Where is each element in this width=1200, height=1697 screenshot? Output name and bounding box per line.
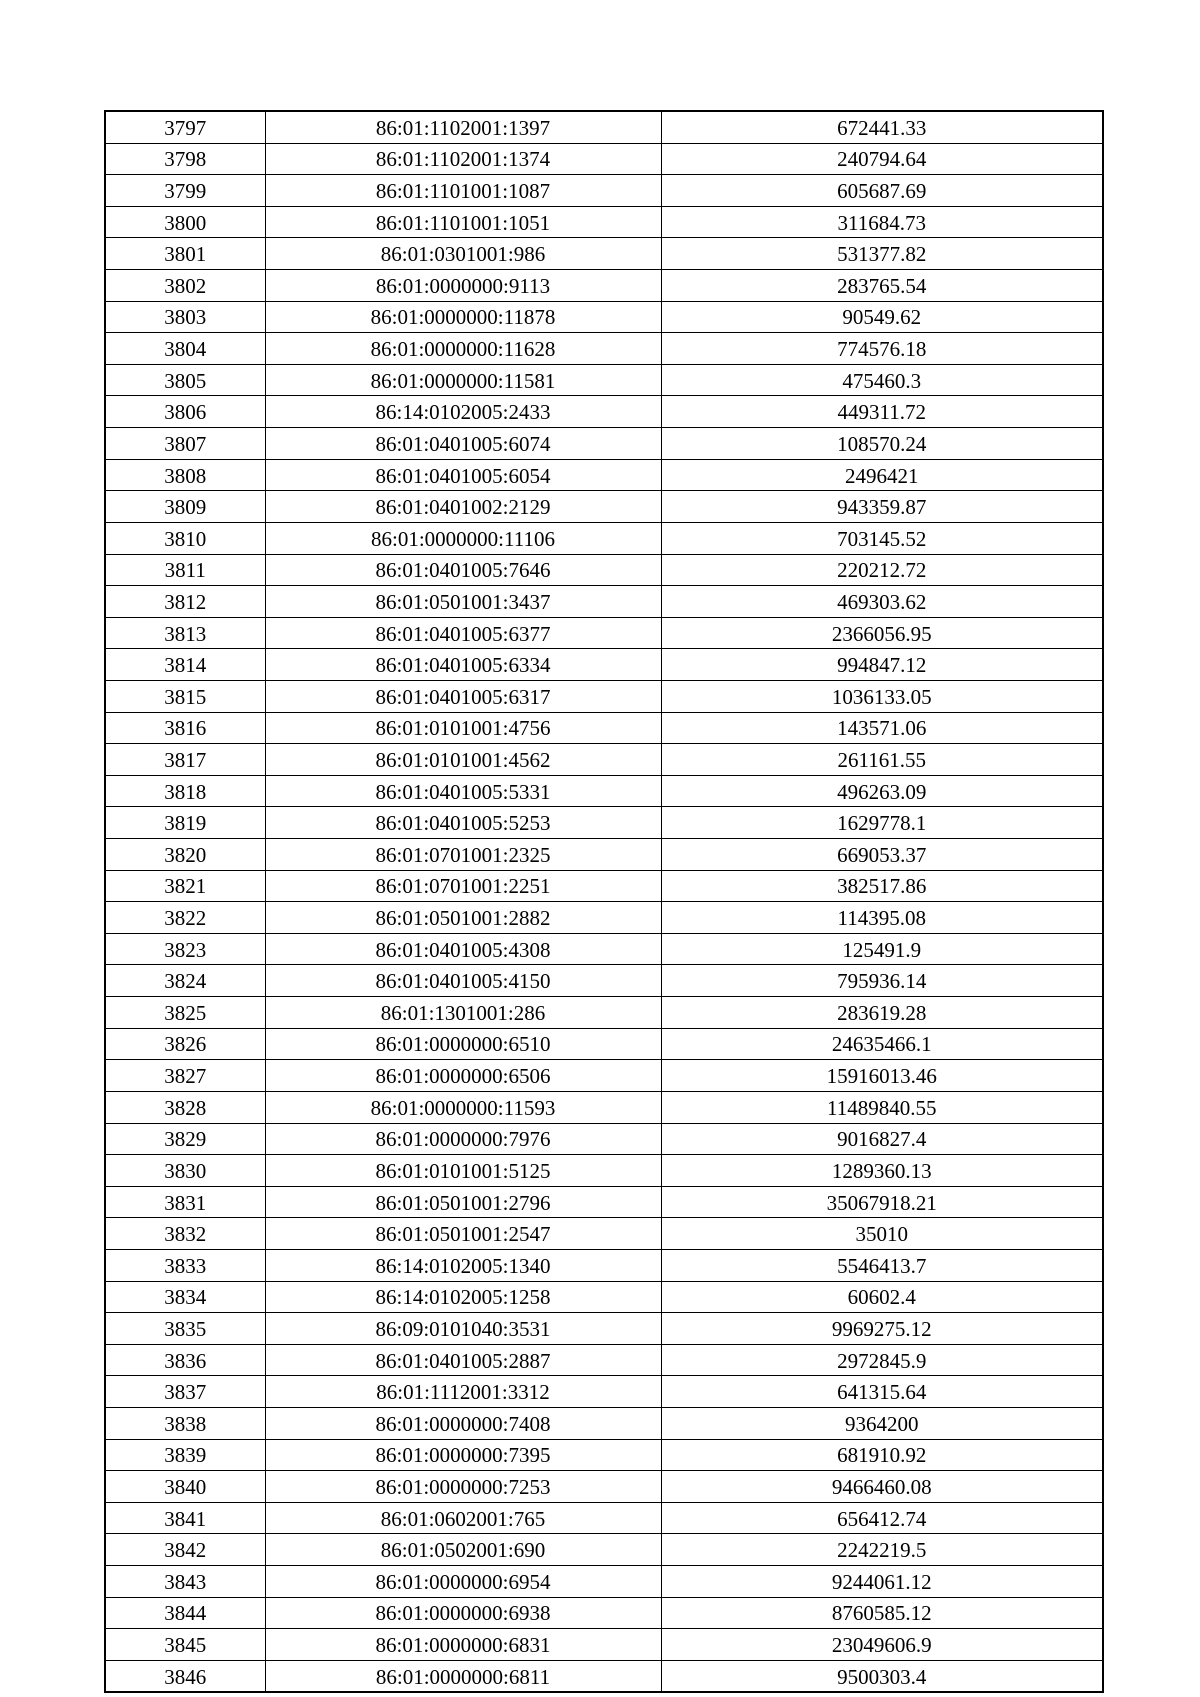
cadastral-number-cell: 86:01:0701001:2325: [265, 839, 661, 871]
table-row: [105, 902, 1103, 934]
table-row: [105, 586, 1103, 618]
cadastral-number-cell: 86:01:0501001:2547: [265, 1218, 661, 1250]
cadastral-number-cell: 86:01:0401005:6334: [265, 649, 661, 681]
value-cell: 9466460.08: [661, 1471, 1103, 1503]
cadastral-number-cell: 86:01:0501001:2882: [265, 902, 661, 934]
cadastral-number-cell: 86:01:0000000:11628: [265, 333, 661, 365]
cadastral-number-cell: 86:01:0401005:6317: [265, 680, 661, 712]
cadastral-number-cell: 86:01:0000000:6938: [265, 1597, 661, 1629]
cadastral-number-cell: 86:01:0000000:9113: [265, 270, 661, 302]
table-row: [105, 1502, 1103, 1534]
cadastral-number-cell: 86:09:0101040:3531: [265, 1313, 661, 1345]
row-number-cell: 3818: [105, 775, 265, 807]
cadastral-number-cell: 86:01:0401005:6054: [265, 459, 661, 491]
value-cell: 1289360.13: [661, 1155, 1103, 1187]
value-cell: 9969275.12: [661, 1313, 1103, 1345]
row-number-cell: 3839: [105, 1439, 265, 1471]
value-cell: 108570.24: [661, 428, 1103, 460]
row-number-cell: 3821: [105, 870, 265, 902]
row-number-cell: 3836: [105, 1344, 265, 1376]
table-row: [105, 1597, 1103, 1629]
table-row: [105, 1344, 1103, 1376]
table-row: [105, 1376, 1103, 1408]
value-cell: 1036133.05: [661, 680, 1103, 712]
cadastral-number-cell: 86:01:0401005:4308: [265, 933, 661, 965]
value-cell: 35067918.21: [661, 1186, 1103, 1218]
row-number-cell: 3817: [105, 744, 265, 776]
cadastral-number-cell: 86:01:0401005:6377: [265, 617, 661, 649]
table-row: [105, 491, 1103, 523]
cadastral-number-cell: 86:01:1102001:1374: [265, 143, 661, 175]
cadastral-number-cell: 86:01:1301001:286: [265, 997, 661, 1029]
cadastral-number-cell: 86:01:0401005:5253: [265, 807, 661, 839]
cadastral-number-cell: 86:14:0102005:1340: [265, 1249, 661, 1281]
table-row: [105, 1313, 1103, 1345]
value-cell: 9500303.4: [661, 1660, 1103, 1692]
cadastral-number-cell: 86:01:0000000:6954: [265, 1566, 661, 1598]
row-number-cell: 3825: [105, 997, 265, 1029]
value-cell: 2972845.9: [661, 1344, 1103, 1376]
row-number-cell: 3829: [105, 1123, 265, 1155]
row-number-cell: 3813: [105, 617, 265, 649]
row-number-cell: 3842: [105, 1534, 265, 1566]
cadastral-number-cell: 86:14:0102005:2433: [265, 396, 661, 428]
row-number-cell: 3841: [105, 1502, 265, 1534]
cadastral-number-cell: 86:01:0401005:2887: [265, 1344, 661, 1376]
row-number-cell: 3816: [105, 712, 265, 744]
value-cell: 90549.62: [661, 301, 1103, 333]
value-cell: 2366056.95: [661, 617, 1103, 649]
cadastral-number-cell: 86:01:0401005:6074: [265, 428, 661, 460]
row-number-cell: 3814: [105, 649, 265, 681]
cadastral-number-cell: 86:01:0401005:7646: [265, 554, 661, 586]
row-number-cell: 3822: [105, 902, 265, 934]
table-row: [105, 396, 1103, 428]
table-row: [105, 870, 1103, 902]
table-row: [105, 1407, 1103, 1439]
row-number-cell: 3830: [105, 1155, 265, 1187]
row-number-cell: 3828: [105, 1091, 265, 1123]
table-row: [105, 680, 1103, 712]
cadastral-number-cell: 86:01:1101001:1087: [265, 175, 661, 207]
cadastral-number-cell: 86:01:0000000:6831: [265, 1629, 661, 1661]
value-cell: 261161.55: [661, 744, 1103, 776]
table-row: [105, 1155, 1103, 1187]
value-cell: 11489840.55: [661, 1091, 1103, 1123]
row-number-cell: 3797: [105, 111, 265, 143]
value-cell: 681910.92: [661, 1439, 1103, 1471]
value-cell: 496263.09: [661, 775, 1103, 807]
table-row: [105, 301, 1103, 333]
table-row: [105, 775, 1103, 807]
value-cell: 605687.69: [661, 175, 1103, 207]
table-row: [105, 744, 1103, 776]
row-number-cell: 3798: [105, 143, 265, 175]
cadastral-number-cell: 86:01:0101001:4756: [265, 712, 661, 744]
cadastral-number-cell: 86:01:0000000:7395: [265, 1439, 661, 1471]
value-cell: 8760585.12: [661, 1597, 1103, 1629]
value-cell: 1629778.1: [661, 807, 1103, 839]
value-cell: 23049606.9: [661, 1629, 1103, 1661]
table-row: [105, 1091, 1103, 1123]
row-number-cell: 3801: [105, 238, 265, 270]
table-row: [105, 522, 1103, 554]
table-row: [105, 111, 1103, 143]
cadastral-number-cell: 86:01:0101001:4562: [265, 744, 661, 776]
row-number-cell: 3812: [105, 586, 265, 618]
value-cell: 382517.86: [661, 870, 1103, 902]
row-number-cell: 3810: [105, 522, 265, 554]
row-number-cell: 3831: [105, 1186, 265, 1218]
row-number-cell: 3826: [105, 1028, 265, 1060]
value-cell: 283765.54: [661, 270, 1103, 302]
cadastral-number-cell: 86:01:0000000:7253: [265, 1471, 661, 1503]
cadastral-number-cell: 86:01:0701001:2251: [265, 870, 661, 902]
table-row: [105, 839, 1103, 871]
value-cell: 994847.12: [661, 649, 1103, 681]
value-cell: 795936.14: [661, 965, 1103, 997]
cadastral-number-cell: 86:01:0101001:5125: [265, 1155, 661, 1187]
value-cell: 125491.9: [661, 933, 1103, 965]
cadastral-number-cell: 86:01:1102001:1397: [265, 111, 661, 143]
value-cell: 9016827.4: [661, 1123, 1103, 1155]
row-number-cell: 3846: [105, 1660, 265, 1692]
cadastral-number-cell: 86:01:0501001:3437: [265, 586, 661, 618]
cadastral-number-cell: 86:01:0000000:11593: [265, 1091, 661, 1123]
value-cell: 114395.08: [661, 902, 1103, 934]
value-cell: 220212.72: [661, 554, 1103, 586]
value-cell: 531377.82: [661, 238, 1103, 270]
row-number-cell: 3835: [105, 1313, 265, 1345]
value-cell: 2242219.5: [661, 1534, 1103, 1566]
row-number-cell: 3834: [105, 1281, 265, 1313]
row-number-cell: 3824: [105, 965, 265, 997]
value-cell: 449311.72: [661, 396, 1103, 428]
cadastral-value-table: [104, 110, 1104, 1693]
table-row: [105, 997, 1103, 1029]
table-row: [105, 1566, 1103, 1598]
cadastral-number-cell: 86:01:0000000:11581: [265, 364, 661, 396]
table-row: [105, 270, 1103, 302]
row-number-cell: 3805: [105, 364, 265, 396]
row-number-cell: 3804: [105, 333, 265, 365]
cadastral-number-cell: 86:01:0602001:765: [265, 1502, 661, 1534]
row-number-cell: 3840: [105, 1471, 265, 1503]
row-number-cell: 3820: [105, 839, 265, 871]
table-row: [105, 933, 1103, 965]
row-number-cell: 3800: [105, 206, 265, 238]
value-cell: 60602.4: [661, 1281, 1103, 1313]
value-cell: 475460.3: [661, 364, 1103, 396]
value-cell: 9244061.12: [661, 1566, 1103, 1598]
cadastral-number-cell: 86:01:0401005:5331: [265, 775, 661, 807]
table-body: [105, 111, 1103, 1692]
value-cell: 24635466.1: [661, 1028, 1103, 1060]
cadastral-number-cell: 86:01:1101001:1051: [265, 206, 661, 238]
cadastral-number-cell: 86:01:0000000:6811: [265, 1660, 661, 1692]
table-row: [105, 1060, 1103, 1092]
value-cell: 641315.64: [661, 1376, 1103, 1408]
cadastral-number-cell: 86:01:0000000:6506: [265, 1060, 661, 1092]
value-cell: 283619.28: [661, 997, 1103, 1029]
value-cell: 2496421: [661, 459, 1103, 491]
row-number-cell: 3808: [105, 459, 265, 491]
cadastral-number-cell: 86:01:0301001:986: [265, 238, 661, 270]
table-row: [105, 364, 1103, 396]
table-row: [105, 1534, 1103, 1566]
row-number-cell: 3815: [105, 680, 265, 712]
table-row: [105, 1439, 1103, 1471]
row-number-cell: 3819: [105, 807, 265, 839]
table-row: [105, 617, 1103, 649]
table-row: [105, 1186, 1103, 1218]
table-row: [105, 807, 1103, 839]
row-number-cell: 3832: [105, 1218, 265, 1250]
table-row: [105, 712, 1103, 744]
value-cell: 469303.62: [661, 586, 1103, 618]
cadastral-number-cell: 86:14:0102005:1258: [265, 1281, 661, 1313]
value-cell: 35010: [661, 1218, 1103, 1250]
table-row: [105, 1123, 1103, 1155]
row-number-cell: 3811: [105, 554, 265, 586]
cadastral-number-cell: 86:01:1112001:3312: [265, 1376, 661, 1408]
row-number-cell: 3823: [105, 933, 265, 965]
table-row: [105, 554, 1103, 586]
row-number-cell: 3803: [105, 301, 265, 333]
table-row: [105, 143, 1103, 175]
value-cell: 9364200: [661, 1407, 1103, 1439]
table-row: [105, 1629, 1103, 1661]
cadastral-number-cell: 86:01:0502001:690: [265, 1534, 661, 1566]
value-cell: 774576.18: [661, 333, 1103, 365]
row-number-cell: 3837: [105, 1376, 265, 1408]
table-row: [105, 428, 1103, 460]
value-cell: 5546413.7: [661, 1249, 1103, 1281]
table-row: [105, 1471, 1103, 1503]
value-cell: 669053.37: [661, 839, 1103, 871]
table-row: [105, 333, 1103, 365]
table-row: [105, 1028, 1103, 1060]
row-number-cell: 3799: [105, 175, 265, 207]
row-number-cell: 3807: [105, 428, 265, 460]
cadastral-number-cell: 86:01:0401005:4150: [265, 965, 661, 997]
row-number-cell: 3843: [105, 1566, 265, 1598]
cadastral-number-cell: 86:01:0501001:2796: [265, 1186, 661, 1218]
value-cell: 15916013.46: [661, 1060, 1103, 1092]
cadastral-number-cell: 86:01:0000000:11878: [265, 301, 661, 333]
value-cell: 311684.73: [661, 206, 1103, 238]
table-row: [105, 1218, 1103, 1250]
row-number-cell: 3845: [105, 1629, 265, 1661]
row-number-cell: 3802: [105, 270, 265, 302]
table-row: [105, 238, 1103, 270]
row-number-cell: 3838: [105, 1407, 265, 1439]
row-number-cell: 3806: [105, 396, 265, 428]
value-cell: 672441.33: [661, 111, 1103, 143]
value-cell: 143571.06: [661, 712, 1103, 744]
cadastral-number-cell: 86:01:0000000:11106: [265, 522, 661, 554]
value-cell: 703145.52: [661, 522, 1103, 554]
row-number-cell: 3809: [105, 491, 265, 523]
table-row: [105, 1660, 1103, 1692]
table-row: [105, 459, 1103, 491]
cadastral-number-cell: 86:01:0000000:7408: [265, 1407, 661, 1439]
cadastral-number-cell: 86:01:0000000:7976: [265, 1123, 661, 1155]
table-row: [105, 1249, 1103, 1281]
value-cell: 943359.87: [661, 491, 1103, 523]
table-row: [105, 206, 1103, 238]
table-row: [105, 175, 1103, 207]
row-number-cell: 3844: [105, 1597, 265, 1629]
cadastral-number-cell: 86:01:0000000:6510: [265, 1028, 661, 1060]
table-row: [105, 1281, 1103, 1313]
row-number-cell: 3827: [105, 1060, 265, 1092]
table-row: [105, 965, 1103, 997]
row-number-cell: 3833: [105, 1249, 265, 1281]
value-cell: 240794.64: [661, 143, 1103, 175]
value-cell: 656412.74: [661, 1502, 1103, 1534]
table-row: [105, 649, 1103, 681]
cadastral-number-cell: 86:01:0401002:2129: [265, 491, 661, 523]
